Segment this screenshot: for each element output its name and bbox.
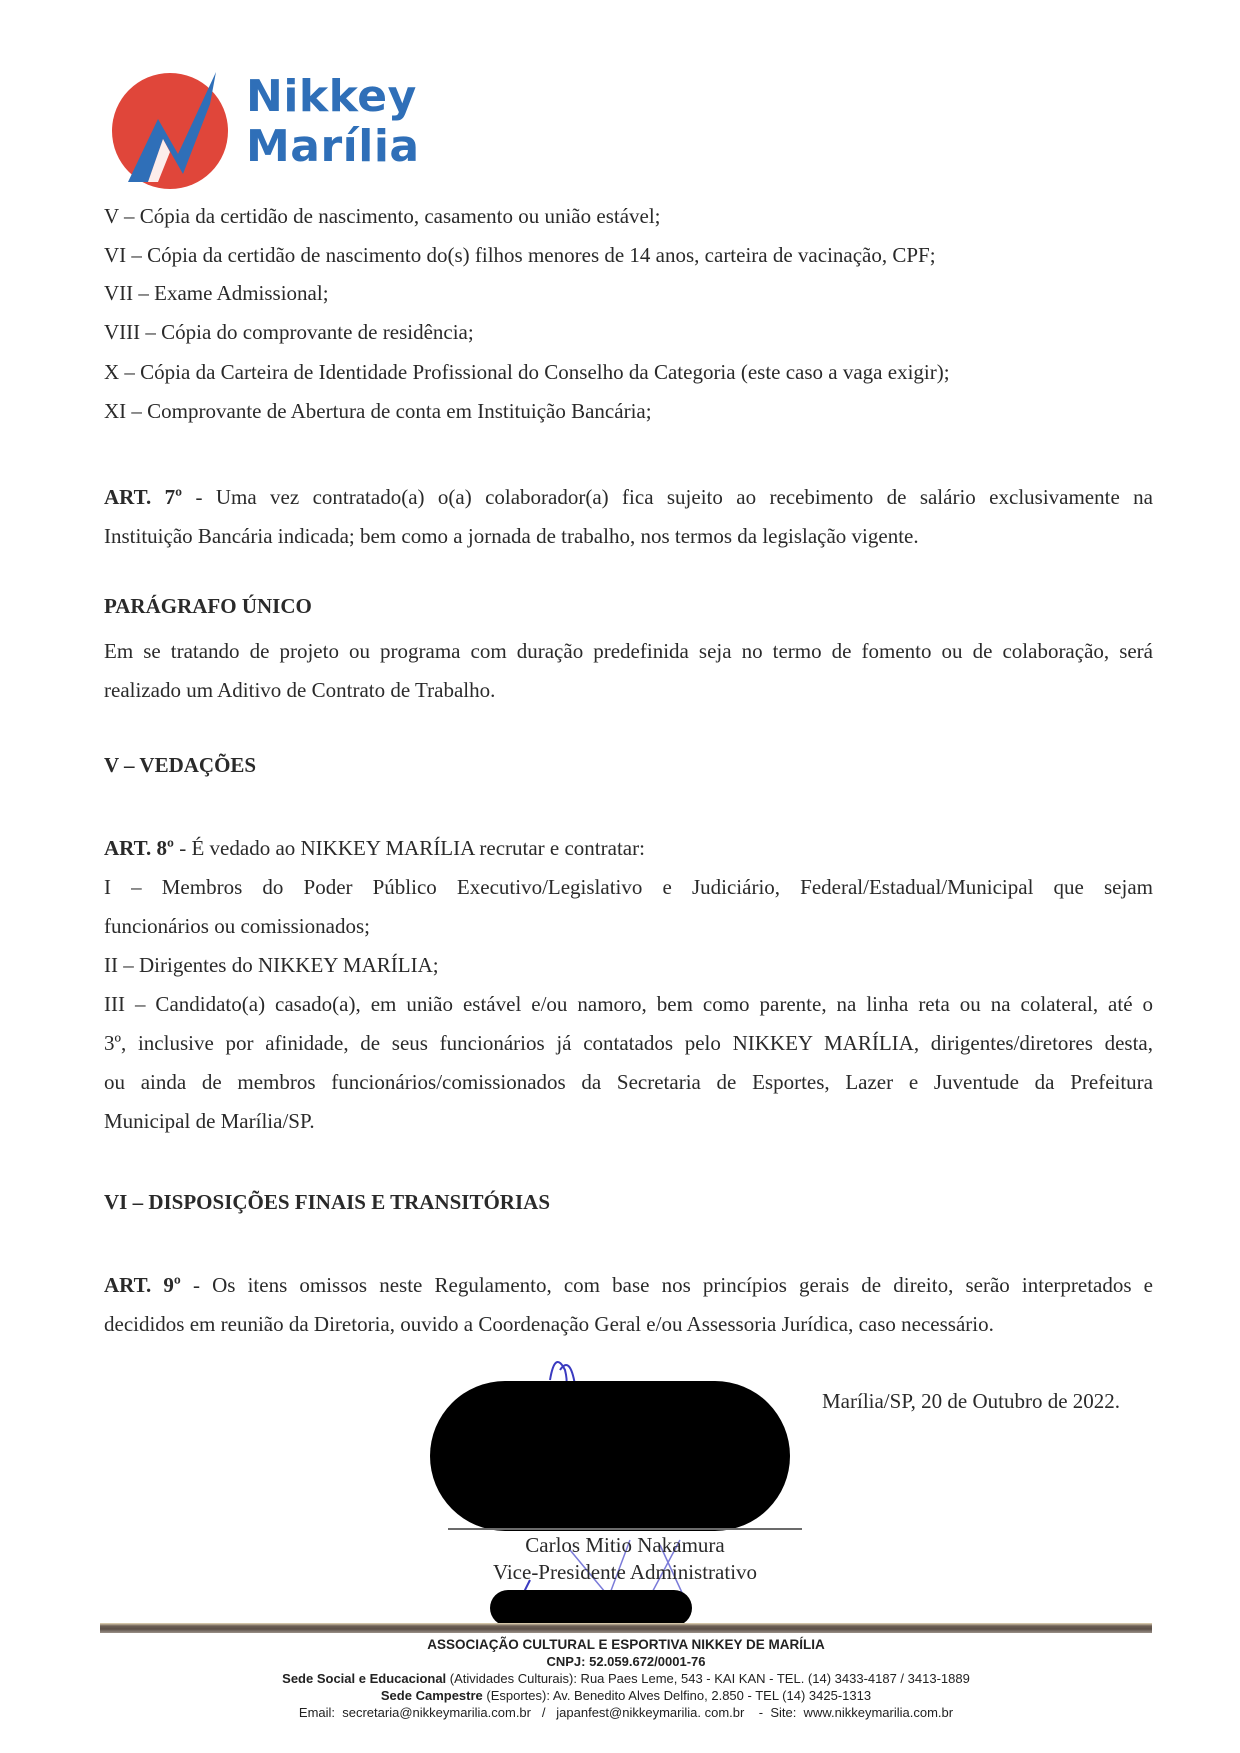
article-7-text: Instituição Bancária indicada; bem como a jornada de trabalho, nos termos da legislação vigente. <box>104 524 919 548</box>
section-vi-heading: VI – DISPOSIÇÕES FINAIS E TRANSITÓRIAS <box>104 1190 550 1214</box>
signatory-name: Carlos Mitio Nakamura <box>525 1533 725 1557</box>
article-7 <box>104 478 1153 556</box>
list-item: VI – Cópia da certidão de nascimento do(s) filhos menores de 14 anos, carteira de vacinação, CPF; <box>104 243 936 267</box>
article-7-text: - Uma vez contratado(a) o(a) colaborador(a) fica sujeito ao recebimento de salário exclusivamente na <box>182 485 1153 509</box>
article-9 <box>104 1266 1153 1344</box>
article-8-text: I – Membros do Poder Público Executivo/Legislativo e Judiciário, Federal/Estadual/Municipal que sejam <box>104 875 1153 899</box>
logo-wordmark <box>246 72 420 172</box>
article-8-text: 3º, inclusive por afinidade, de seus funcionários já contatados pelo NIKKEY MARÍLIA, dirigentes/diretores desta, <box>104 1031 1153 1055</box>
logo-line-1: Nikkey <box>246 71 417 122</box>
footer-sede-social <box>100 1670 1152 1687</box>
article-7-label: ART. 7º <box>104 485 183 509</box>
article-8-text: ou ainda de membros funcionários/comissionados da Secretaria de Esportes, Lazer e Juventude da Prefeitura <box>104 1070 1153 1094</box>
footer-cnpj: CNPJ: 52.059.672/0001-76 <box>546 1654 706 1669</box>
article-8-text: funcionários ou comissionados; <box>104 914 370 938</box>
footer-sede-campestre-label: Sede Campestre <box>380 1688 483 1703</box>
article-9-text: decididos em reunião da Diretoria, ouvido a Coordenação Geral e/ou Assessoria Jurídica, caso necessário. <box>104 1312 994 1336</box>
date-line: Marília/SP, 20 de Outubro de 2022. <box>822 1389 1121 1413</box>
paragrafo-unico-heading: PARÁGRAFO ÚNICO <box>104 594 312 618</box>
footer-divider <box>100 1623 1152 1633</box>
footer-contact: Email: secretaria@nikkeymarilia.com.br / japanfest@nikkeymarilia. com.br - Site: www.nikkeymarilia.com.br <box>298 1705 954 1720</box>
article-8-text: II – Dirigentes do NIKKEY MARÍLIA; <box>104 953 439 977</box>
list-item: VII – Exame Admissional; <box>104 281 329 305</box>
list-item: XI – Comprovante de Abertura de conta em Instituição Bancária; <box>104 399 652 423</box>
redaction-block <box>490 1590 692 1626</box>
footer-sede-campestre-text: (Esportes): Av. Benedito Alves Delfino, 2.850 - TEL (14) 3425-1313 <box>482 1688 872 1703</box>
article-8-intro: - É vedado ao NIKKEY MARÍLIA recrutar e contratar: <box>173 836 645 860</box>
letterhead-footer <box>100 1636 1152 1721</box>
paragrafo-unico-body <box>104 632 1153 710</box>
signature-line <box>448 1528 802 1530</box>
article-8-label: ART. 8º <box>104 836 174 860</box>
footer-sede-campestre <box>100 1687 1152 1704</box>
signatory <box>430 1532 820 1586</box>
list-item: VIII – Cópia do comprovante de residência; <box>104 320 474 344</box>
footer-sede-social-label: Sede Social e Educacional <box>282 1671 447 1686</box>
redaction-block <box>430 1381 790 1531</box>
signatory-title: Vice-Presidente Administrativo <box>492 1560 758 1584</box>
article-9-text: - Os itens omissos neste Regulamento, com base nos princípios gerais de direito, serão interpretados e <box>180 1273 1153 1297</box>
logo-line-2: Marília <box>246 121 420 172</box>
footer-org-name: ASSOCIAÇÃO CULTURAL E ESPORTIVA NIKKEY DE MARÍLIA <box>427 1637 825 1652</box>
paragrafo-unico-text: Em se tratando de projeto ou programa com duração predefinida seja no termo de fomento ou de colaboração, será <box>104 639 1153 663</box>
article-9-label: ART. 9º <box>104 1273 181 1297</box>
footer-sede-social-text: (Atividades Culturais): Rua Paes Leme, 543 - KAI KAN - TEL. (14) 3433-4187 / 3413-1889 <box>446 1671 970 1686</box>
list-item: X – Cópia da Carteira de Identidade Profissional do Conselho da Categoria (este caso a vaga exigir); <box>104 360 950 384</box>
section-v-heading: V – VEDAÇÕES <box>104 753 257 777</box>
paragrafo-unico-text: realizado um Aditivo de Contrato de Trabalho. <box>104 678 496 702</box>
article-8-text: III – Candidato(a) casado(a), em união estável e/ou namoro, bem como parente, na linha reta ou na colateral, até o <box>104 992 1153 1016</box>
list-item: V – Cópia da certidão de nascimento, casamento ou união estável; <box>104 204 661 228</box>
article-8 <box>104 829 1153 1141</box>
article-8-text: Municipal de Marília/SP. <box>104 1109 315 1133</box>
